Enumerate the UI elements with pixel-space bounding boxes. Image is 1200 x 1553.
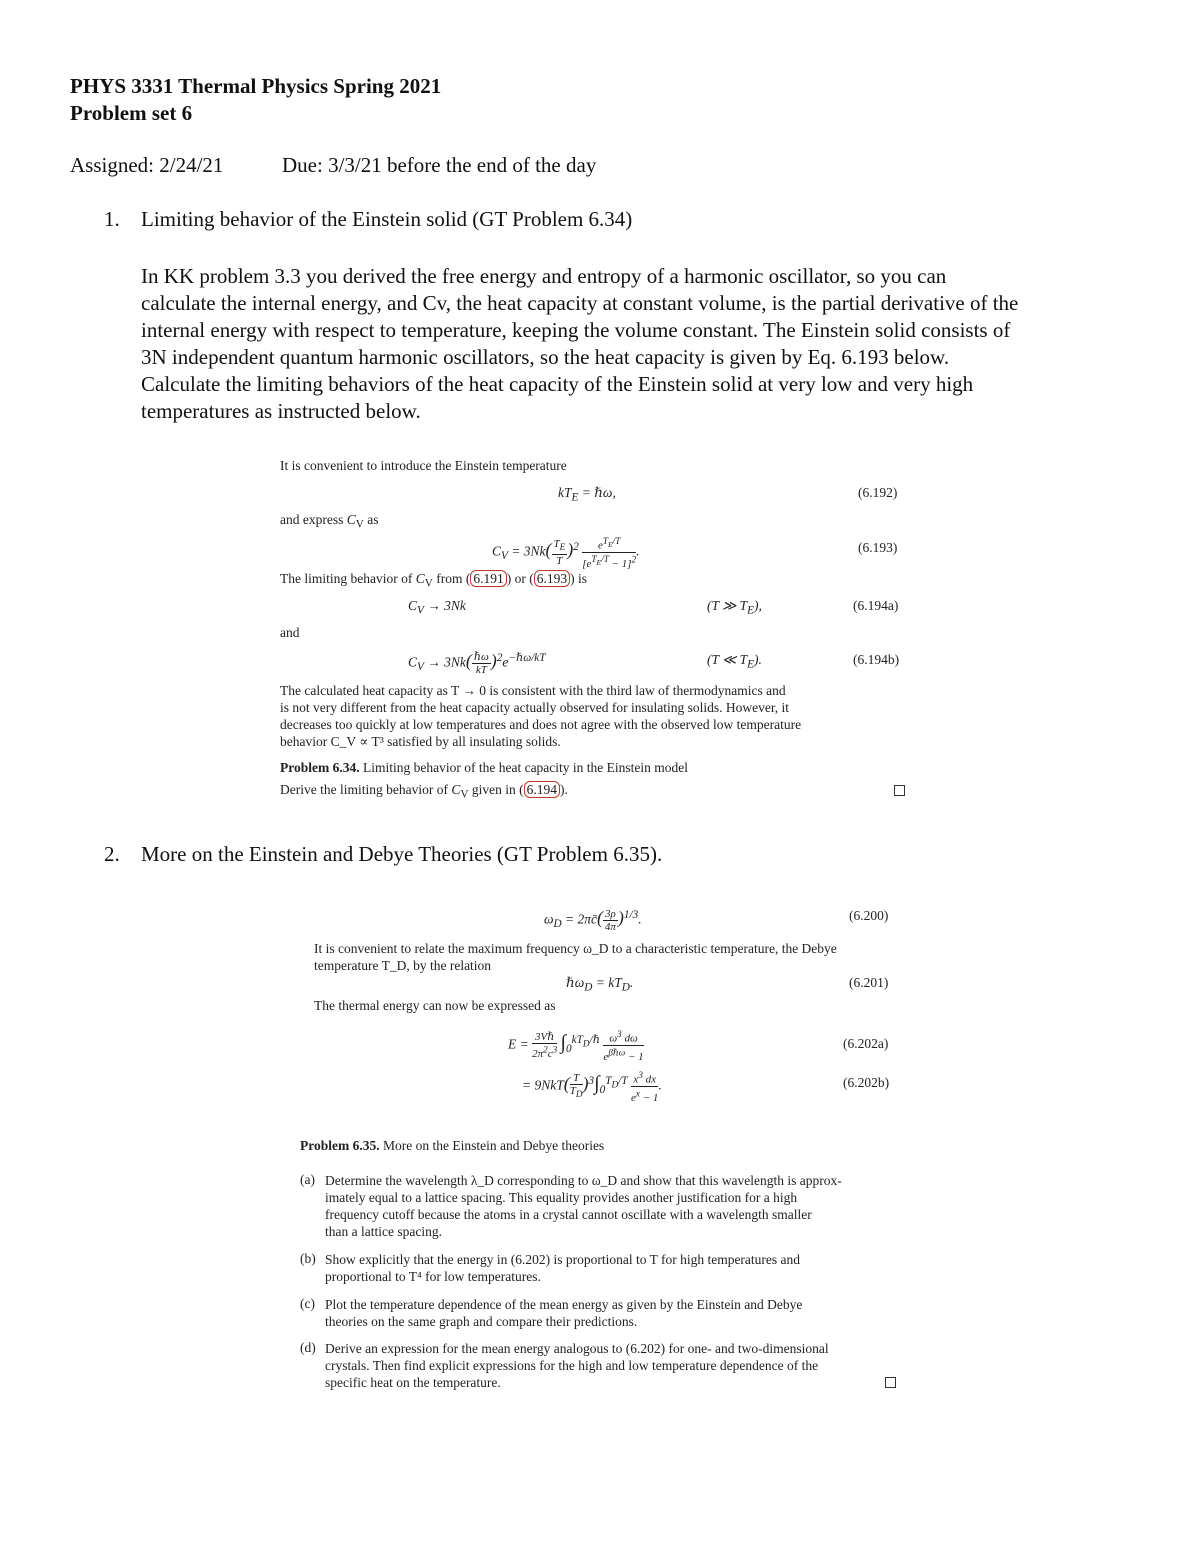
eq-6-194a: $C_V \to 3Nk$ <box>408 598 466 617</box>
eq-6-201: ℏω$_D$ = $kT_D$. <box>566 975 634 994</box>
excerpt-line: behavior C_V ∝ T³ satisfied by all insulating solids. <box>280 734 561 749</box>
excerpt-express: and express $C_V$ as <box>280 512 379 531</box>
part-d-text <box>325 1340 829 1391</box>
eq-number: (6.192) <box>858 485 898 500</box>
course-title: PHYS 3331 Thermal Physics Spring 2021 <box>70 74 442 98</box>
eq-6-192: $kT_E$ = ℏω, <box>558 485 616 504</box>
eq-6-202b: = 9NkT( $\frac{T}{T_D})^3\int_0^{T_D/T}$ $\frac{x^3 dx}{e^x - 1}$. <box>522 1070 662 1104</box>
problem-set-title: Problem set 6 <box>70 101 193 125</box>
part-label: (c) <box>300 1296 315 1311</box>
part-label: (b) <box>300 1251 316 1266</box>
eq-6-194b: $C_V \to 3Nk$( $\frac{\text{ℏω}}{kT})^2e^{-\hbar\omega/kT}$ <box>408 650 546 676</box>
part-line: crystals. Then find explicit expressions for the high and low temperature dependence of the <box>325 1358 819 1373</box>
part-label: (a) <box>300 1172 315 1187</box>
excerpt-line: temperature T_D, by the relation <box>314 958 492 973</box>
eq-6-193: $C_V = 3Nk$( $\frac{T_E}{T})^2$ $\frac{e^{T_E/T}}{[e^{T_E/T} - 1]^2}$. <box>492 536 640 570</box>
excerpt-and: and <box>280 625 300 640</box>
eq-number: (6.202b) <box>843 1075 890 1090</box>
thermal-text: The thermal energy can now be expressed as <box>314 998 556 1013</box>
relate-text <box>314 940 837 974</box>
excerpt-limit-text: The limiting behavior of $C_V$ from ( 6.191 ) or ( 6.193 ) is <box>280 571 587 590</box>
eq-6-200: $\omega_D$ = 2πc̄( $\frac{3\rho}{4\pi})^{1/3}$. <box>544 907 642 933</box>
part-label: (d) <box>300 1340 316 1355</box>
part-line: Determine the wavelength λ_D corresponding to ω_D and show that this wavelength is approx- <box>325 1173 842 1188</box>
excerpt-intro: It is convenient to introduce the Einstein temperature <box>280 458 567 473</box>
q1-paragraph-line: In KK problem 3.3 you derived the free energy and entropy of a harmonic oscillator, so you can <box>141 264 947 288</box>
part-line: Show explicitly that the energy in (6.202) is proportional to T for high temperatures and <box>325 1252 801 1267</box>
q1-title: Limiting behavior of the Einstein solid (GT Problem 6.34) <box>141 207 633 231</box>
eq-number: (6.194a) <box>853 598 899 613</box>
end-proof-box-icon <box>885 1377 896 1388</box>
part-line: imately equal to a lattice spacing. This equality provides another justification for a high <box>325 1190 798 1205</box>
excerpt-body <box>280 682 801 750</box>
q1-paragraph-line: internal energy with respect to temperature, keeping the volume constant. The Einstein solid consists of <box>141 318 1011 342</box>
excerpt-line: decreases too quickly at low temperatures and does not agree with the observed low temperature <box>280 717 802 732</box>
part-b-text <box>325 1251 800 1285</box>
q1-paragraph-line: 3N independent quantum harmonic oscillators, so the heat capacity is given by Eq. 6.193 below. <box>141 345 950 369</box>
q1-paragraph-line: Calculate the limiting behaviors of the heat capacity of the Einstein solid at very low and very high <box>141 372 974 396</box>
problem-6-34-heading: Problem 6.34. Limiting behavior of the heat capacity in the Einstein model <box>280 760 689 775</box>
part-line: frequency cutoff because the atoms in a crystal cannot oscillate with a wavelength smaller <box>325 1207 812 1222</box>
excerpt-line: is not very different from the heat capacity actually observed for insulating solids. However, it <box>280 700 790 715</box>
eq-number: (6.193) <box>858 540 898 555</box>
q1-paragraph-line: temperatures as instructed below. <box>141 399 421 423</box>
eq-condition: (T ≫ $T_E$), <box>707 598 762 617</box>
excerpt-line: The calculated heat capacity as T → 0 is consistent with the third law of thermodynamics and <box>280 683 786 698</box>
part-line: than a lattice spacing. <box>325 1224 442 1239</box>
q1-number: 1. <box>104 207 120 231</box>
eq-6-202a: E = $\frac{\text{3Vℏ}}{2\pi^2c^3} \int_0^{kT_D/\hbar}$ $\frac{\omega^3 d\omega}{e^{\beta\hbar\omega} - 1}$ <box>508 1029 644 1063</box>
part-line: specific heat on the temperature. <box>325 1375 501 1390</box>
q2-title: More on the Einstein and Debye Theories (GT Problem 6.35). <box>141 842 663 866</box>
end-proof-box-icon <box>894 785 905 796</box>
part-line: theories on the same graph and compare their predictions. <box>325 1314 638 1329</box>
q2-number: 2. <box>104 842 120 866</box>
eq-condition: (T ≪ $T_E$). <box>707 652 762 671</box>
eq-number: (6.200) <box>849 908 889 923</box>
part-a-text <box>325 1172 842 1240</box>
q1-paragraph-line: calculate the internal energy, and Cv, the heat capacity at constant volume, is the partial derivative of the <box>141 291 1019 315</box>
part-line: proportional to T⁴ for low temperatures. <box>325 1269 541 1284</box>
eq-number: (6.194b) <box>853 652 900 667</box>
excerpt-line: It is convenient to relate the maximum frequency ω_D to a characteristic temperature, the Debye <box>314 941 837 956</box>
q1-paragraph <box>141 263 1141 425</box>
problem-6-34-text: Derive the limiting behavior of $C_V$ given in ( 6.194 ). <box>280 782 568 801</box>
eq-number: (6.202a) <box>843 1036 889 1051</box>
problem-6-35-heading: Problem 6.35. More on the Einstein and Debye theories <box>300 1138 605 1153</box>
eq-number: (6.201) <box>849 975 889 990</box>
part-line: Plot the temperature dependence of the mean energy as given by the Einstein and Debye <box>325 1297 803 1312</box>
assigned-date: Assigned: 2/24/21 <box>70 153 224 177</box>
due-date: Due: 3/3/21 before the end of the day <box>282 153 597 177</box>
part-c-text <box>325 1296 802 1330</box>
part-line: Derive an expression for the mean energy analogous to (6.202) for one- and two-dimensional <box>325 1341 829 1356</box>
